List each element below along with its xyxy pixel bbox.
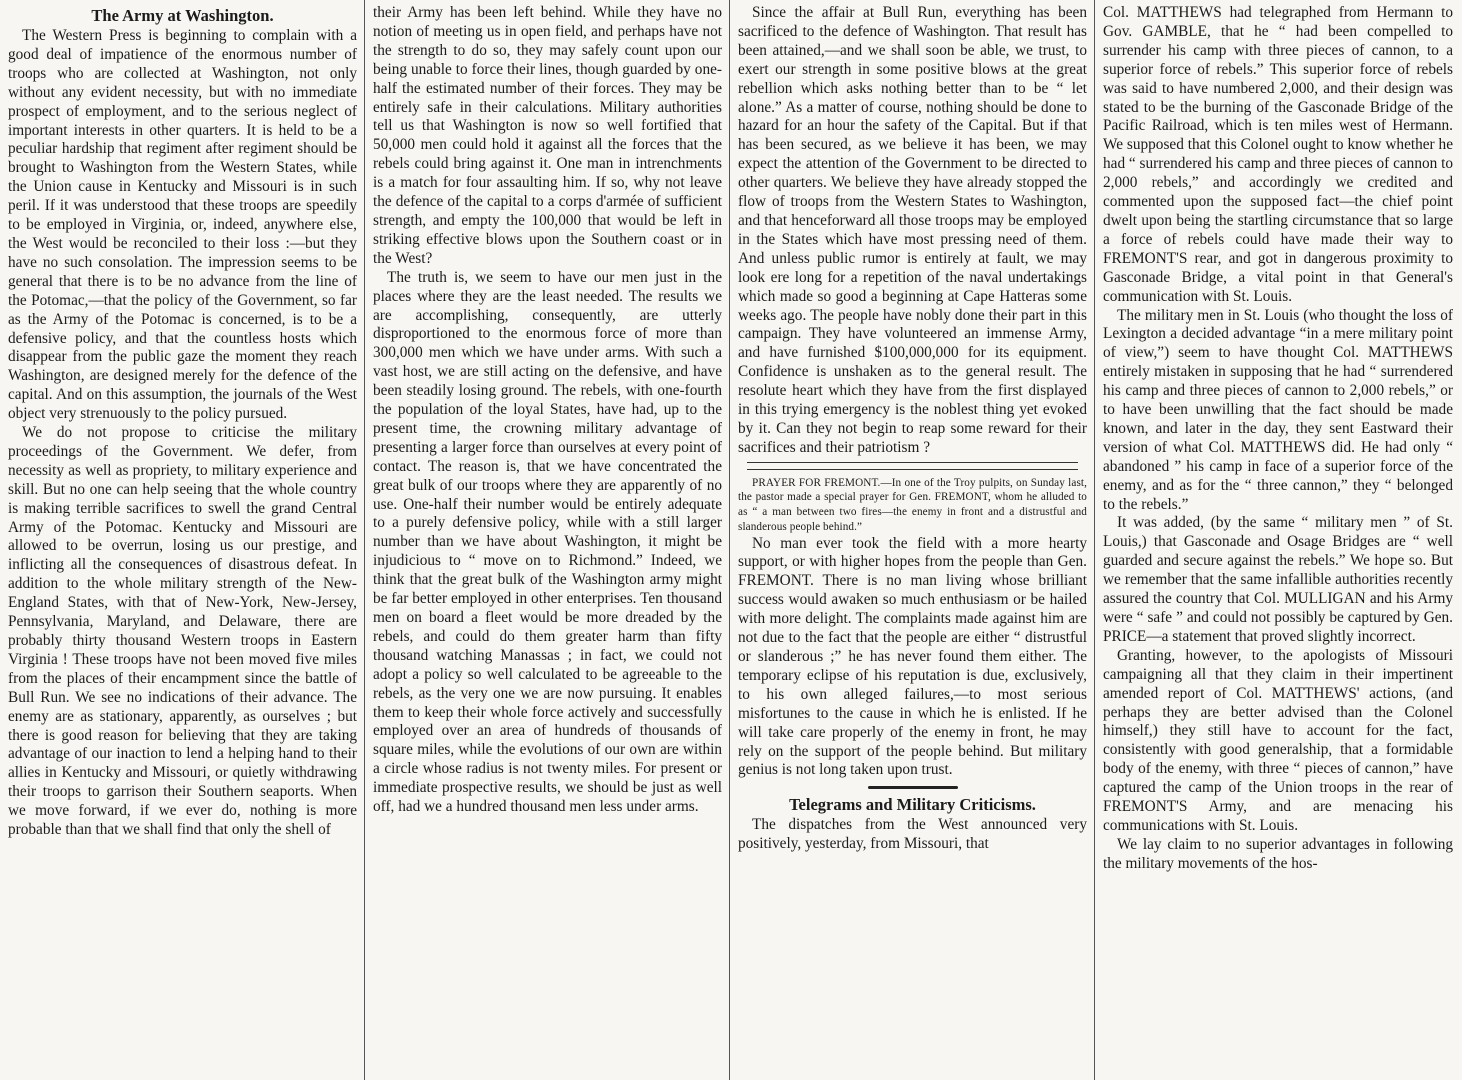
paragraph: It was added, (by the same “ military men ” of St. Louis,) that Gasconade and Osage Bridges are “ well guarded and secure against the rebels.” We hope so. But we remember that the same infallible authorities recently assured the country that Col. MULLIGAN and his Army were “ safe ” and could not possibly be captured by Gen. PRICE—a statement that proved slightly incorrect. [1103, 514, 1453, 645]
ornamental-dash [868, 786, 958, 789]
article-headline: Telegrams and Military Criticisms. [789, 795, 1036, 815]
paragraph: Since the affair at Bull Run, everything has been sacrificed to the defence of Washington. That result has been attained,—and we shall soon be able, we trust, to exert our strength in some positive blows at the great rebellion which asks nothing better than to be “ let alone.” As a matter of course, nothing should be done to hazard for an hour the safety of the Capital. But if that has been secured, as we believe it has been, we may expect the attention of the Government to be directed to other quarters. We believe they have already stopped the flow of troops from the Western States to Washington, and that henceforward all those troops may be employed in the States which have most pressing need of them. And unless public rumor is entirely at fault, we may look ere long for a repetition of the naval undertakings which made so good a beginning at Cape Hatteras some weeks ago. The people have nobly done their part in this campaign. They have volunteered an immense Army, and have furnished $100,000,000 for its equipment. Confidence is unshaken as to the general result. The resolute heart which they have from the first displayed in this trying emergency is the noblest thing yet evoked by it. Can they not begin to reap some reward for their sacrifices and their patriotism ? [738, 4, 1087, 456]
section-rule [747, 462, 1079, 470]
paragraph-continued: Col. MATTHEWS had telegraphed from Hermann to Gov. GAMBLE, that he “ had been compelled to surrender his camp with three pieces of cannon, to a superior force of rebels.” This superior force of rebels was said to have numbered 2,000, and their design was stated to be the burning of the Gasconade Bridge of the Pacific Railroad, which is ten miles west of Hermann. We supposed that this Colonel ought to know whether he had “ surrendered his camp and three pieces of cannon to 2,000 rebels,” and accordingly we credited and commented upon the supposed fact—the chief point dwelt upon being the startling circumstance that so large a force of rebels could have made their way to FREMONT'S rear, and got in dangerous proximity to Gasconade Bridge, a vital point in that General's communication with St. Louis. [1103, 4, 1453, 305]
column-2 [365, 0, 730, 1080]
paragraph: No man ever took the field with a more hearty support, or with higher hopes from the people than Gen. FREMONT. There is no man living whose brilliant success would awaken so much enthusiasm or be hailed with more delight. The complaints made against him are not due to the fact that the people are either “ distrustful or slanderous ;” he has never found them either. The temporary eclipse of his reputation is due, exclusively, to his own alleged failures,—to most serious misfortunes to the cause in which he is enlisted. If he will take care properly of the enemy in front, he may rely on the support of the people behind. But military genius is not long taken upon trust. [738, 534, 1087, 779]
paragraph: We lay claim to no superior advantages in following the military movements of the hos- [1103, 835, 1453, 872]
column-1 [0, 0, 365, 1080]
paragraph: The Western Press is beginning to complain with a good deal of impatience of the enormous number of troops who are collected at Washington, not only without any evident necessity, but with no immediate prospect of employment, and to the serious neglect of important interests in other quarters. It is held to be a peculiar hardship that regiment after regiment should be brought to Washington from the Western States, while the Union cause in Kentucky and Missouri is in such peril. If it was understood that these troops are speedily to be employed in Virginia, or, indeed, anywhere else, the West would be reconciled to their loss :—but they have no such consolation. The impression seems to be general that there is to be no advance from the line of the Potomac,—that the policy of the Government, so far as the Army of the Potomac is concerned, is to be a defensive policy, and that the countless hosts which disappear from the public gaze the moment they reach Washington, are designed merely for the defence of the capital. And on this assumption, the journals of the West object very strenuously to the policy pursued. [8, 27, 357, 423]
paragraph: We do not propose to criticise the military proceedings of the Government. We defer, from necessity as well as propriety, to military experience and skill. But no one can help seeing that the whole country is making terrible sacrifices to swell the grand Central Army of the Potomac. Kentucky and Missouri are allowed to be overrun, losing us our prestige, and inflicting all the consequences of disastrous defeat. In addition to the whole military strength of the New-England States, with that of New-York, New-Jersey, Pennsylvania, Maryland, and Delaware, there are probably thirty thousand Western troops in Eastern Virginia ! These troops have not been moved five miles from the places of their encampment since the battle of Bull Run. We see no indications of their advance. The enemy are as stationary, apparently, as ourselves ; but there is good reason for believing that they are taking advantage of our inaction to lend a helping hand to their allies in Kentucky and Missouri, or quietly withdrawing their troops to garrison their Southern seaports. When we move forward, if we ever do, nothing is more probable than that we shall find that only the shell of [8, 424, 357, 839]
column-3 [730, 0, 1095, 1080]
column-4 [1095, 0, 1460, 1080]
article-headline: The Army at Washington. [91, 6, 274, 25]
paragraph-continued: their Army has been left behind. While they have no notion of meeting us in open field, and perhaps have not the strength to do so, they may safely count upon our being unable to force their lines, though guarded by one-half the estimated number of their forces. They may be entirely safe in their calculations. Military authorities tell us that Washington is now so well fortified that 50,000 men could hold it against all the forces that the rebels could bring against it. One man in intrenchments is a match for four assaulting him. If so, why not leave the defence of the capital to a corps d'armée of sufficient strength, and empty the 100,000 that would be left in striking effective blows upon the Southern coast or in the West? [373, 4, 722, 267]
paragraph: The dispatches from the West announced very positively, yesterday, from Missouri, that [738, 816, 1087, 853]
news-item-prayer-for-fremont: PRAYER FOR FREMONT.—In one of the Troy pulpits, on Sunday last, the pastor made a special prayer for Gen. FREMONT, whom he alluded to as “ a man between two fires—the enemy in front and a distrustful and slanderous people behind.” [738, 476, 1087, 533]
paragraph: The military men in St. Louis (who thought the loss of Lexington a decided advantage “in a mere military point of view,”) seem to have thought Col. MATTHEWS entirely mistaken in supposing that he had “ surrendered his camp and three pieces of cannon to 2,000 rebels,” or to have been unwilling that the fact should be made known, and later in the day, they sent Eastward their version of what Col. MATTHEWS did. He had only “ abandoned ” his camp in face of a superior force of the enemy, and as for the “ three cannon,” they “ belonged to the rebels.” [1103, 306, 1453, 513]
paragraph: The truth is, we seem to have our men just in the places where they are the least needed. The results we are accomplishing, consequently, are utterly disproportioned to the enormous force of more than 300,000 men which we have under arms. With such a vast host, we are still acting on the defensive, and have been steadily losing ground. The rebels, with one-fourth the population of the loyal States, have had, up to the present time, the crowning military advantage of presenting a larger force than ourselves at every point of contact. The reason is, that we have concentrated the great bulk of our troops where they are apparently of no use. One-half their number would be entirely adequate to a purely defensive policy, while with a still larger number than we have about Washington, it might be injudicious to “ move on to Richmond.” Indeed, we think that the great bulk of the Washington army might be far better employed in other enterprises. Ten thousand men on board a fleet would be more dreaded by the rebels, and could do them greater harm than fifty thousand watching Manassas ; in fact, we could not adopt a policy so well calculated to be agreeable to the rebels, as the very one we are now pursuing. It enables them to keep their whole force actively and successfully employed over an area of hundreds of thousands of square miles, while the evolutions of our own are within a circle whose radius is not twenty miles. For present or immediate prospective results, we should be just as well off, had we a hundred thousand men less under arms. [373, 268, 722, 816]
paragraph: Granting, however, to the apologists of Missouri campaigning all that they claim in their impertinent amended report of Col. MATTHEWS' actions, (and perhaps they are better advised than the Colonel himself,) they still have to account for the fact, consistently with good generalship, that a formidable body of the enemy, with three “ pieces of cannon,” have captured the camp of the Union troops in the rear of FREMONT'S Army, and are menacing his communications with St. Louis. [1103, 646, 1453, 834]
